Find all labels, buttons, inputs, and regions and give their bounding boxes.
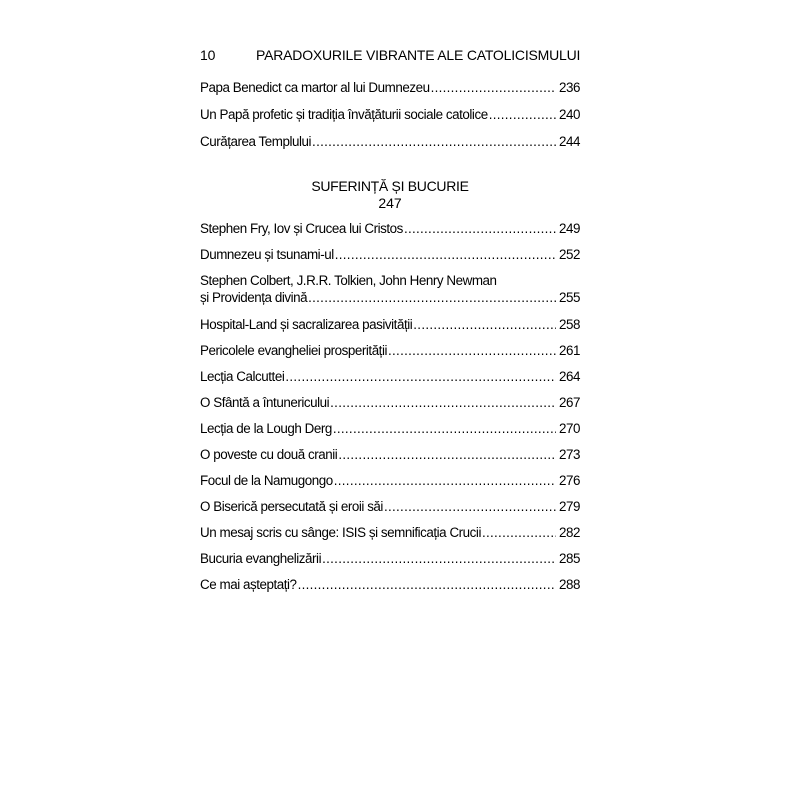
toc-entry	[200, 246, 580, 263]
toc-entry-title: Un Papă profetic și tradiția învățăturii sociale catolice	[200, 107, 488, 122]
toc-entry	[200, 576, 580, 593]
dot-leader	[322, 550, 556, 567]
toc-entry-title: O Biserică persecutată și eroii săi	[200, 499, 383, 514]
toc-entry-title: Pericolele evangheliei prosperității	[200, 343, 388, 358]
toc-entry	[200, 79, 580, 96]
page-number: 10	[200, 47, 216, 63]
dot-leader	[489, 106, 556, 123]
dot-leader	[482, 524, 556, 541]
toc-entry-page: 258	[559, 317, 580, 332]
section-page-number: 247	[378, 195, 402, 211]
section-title: SUFERINȚĂ ȘI BUCURIE	[311, 178, 469, 194]
toc-entry	[200, 550, 580, 567]
toc-entry-title: Papa Benedict ca martor al lui Dumnezeu	[200, 80, 430, 95]
dot-leader	[298, 576, 556, 593]
running-head	[200, 47, 580, 67]
toc-entry-page: 270	[559, 421, 580, 436]
toc-entry-title: Un mesaj scris cu sânge: ISIS și semnificația Crucii	[200, 525, 481, 540]
toc-entry-title: O Sfântă a întunericului	[200, 395, 330, 410]
toc-entry	[200, 524, 580, 541]
dot-leader	[388, 342, 556, 359]
toc-entry-title: Dumnezeu și tsunami-ul	[200, 247, 334, 262]
toc-entry-title: Ce mai așteptați?	[200, 577, 297, 592]
dot-leader	[431, 79, 556, 96]
toc-entry	[200, 342, 580, 359]
toc-entry-page: 252	[559, 247, 580, 262]
dot-leader	[330, 394, 556, 411]
toc-entry	[200, 498, 580, 515]
toc-entry	[200, 394, 580, 411]
toc-entry	[200, 368, 580, 385]
toc-entry-page: 240	[559, 107, 580, 122]
dot-leader	[333, 420, 556, 437]
toc-entry-title: Focul de la Namugongo	[200, 473, 333, 488]
toc-entry-page: 279	[559, 499, 580, 514]
section-heading	[200, 178, 580, 212]
toc-entry-title: și Providența divină	[200, 290, 308, 305]
toc-entry-page: 285	[559, 551, 580, 566]
toc-entry-title: Bucuria evanghelizării	[200, 551, 322, 566]
toc-entry-title-line1: Stephen Colbert, J.R.R. Tolkien, John Henry Newman	[200, 273, 497, 288]
toc-entry-title: Stephen Fry, Iov și Crucea lui Cristos	[200, 221, 403, 236]
toc-entry	[200, 133, 580, 150]
toc-entry-title: Curățarea Templului	[200, 134, 312, 149]
toc-entry-page: 282	[559, 525, 580, 540]
dot-leader	[308, 289, 556, 306]
toc-entry-page: 288	[559, 577, 580, 592]
toc-entry-page: 244	[559, 134, 580, 149]
toc-entry-page: 267	[559, 395, 580, 410]
toc-entry-page: 236	[559, 80, 580, 95]
toc-entry	[200, 316, 580, 333]
toc-entry-page: 249	[559, 221, 580, 236]
dot-leader	[404, 220, 556, 237]
toc-entry	[200, 220, 580, 237]
dot-leader	[338, 446, 556, 463]
dot-leader	[334, 472, 556, 489]
dot-leader	[285, 368, 556, 385]
toc-entry-title: Lecția Calcuttei	[200, 369, 285, 384]
toc-entry	[200, 272, 580, 306]
toc-entry	[200, 472, 580, 489]
dot-leader	[335, 246, 556, 263]
book-title: PARADOXURILE VIBRANTE ALE CATOLICISMULUI	[256, 47, 581, 63]
toc-entry-title: Lecția de la Lough Derg	[200, 421, 332, 436]
toc-entry-page: 261	[559, 343, 580, 358]
toc-entry	[200, 106, 580, 123]
toc-entry-page: 276	[559, 473, 580, 488]
dot-leader	[384, 498, 556, 515]
toc-entry	[200, 446, 580, 463]
toc-entry-page: 273	[559, 447, 580, 462]
dot-leader	[312, 133, 556, 150]
toc-entry-page: 264	[559, 369, 580, 384]
toc-entry-title: Hospital-Land și sacralizarea pasivității	[200, 317, 413, 332]
toc-entry-title: O poveste cu două cranii	[200, 447, 338, 462]
toc-entry-page: 255	[559, 290, 580, 305]
toc-entry	[200, 420, 580, 437]
dot-leader	[413, 316, 556, 333]
